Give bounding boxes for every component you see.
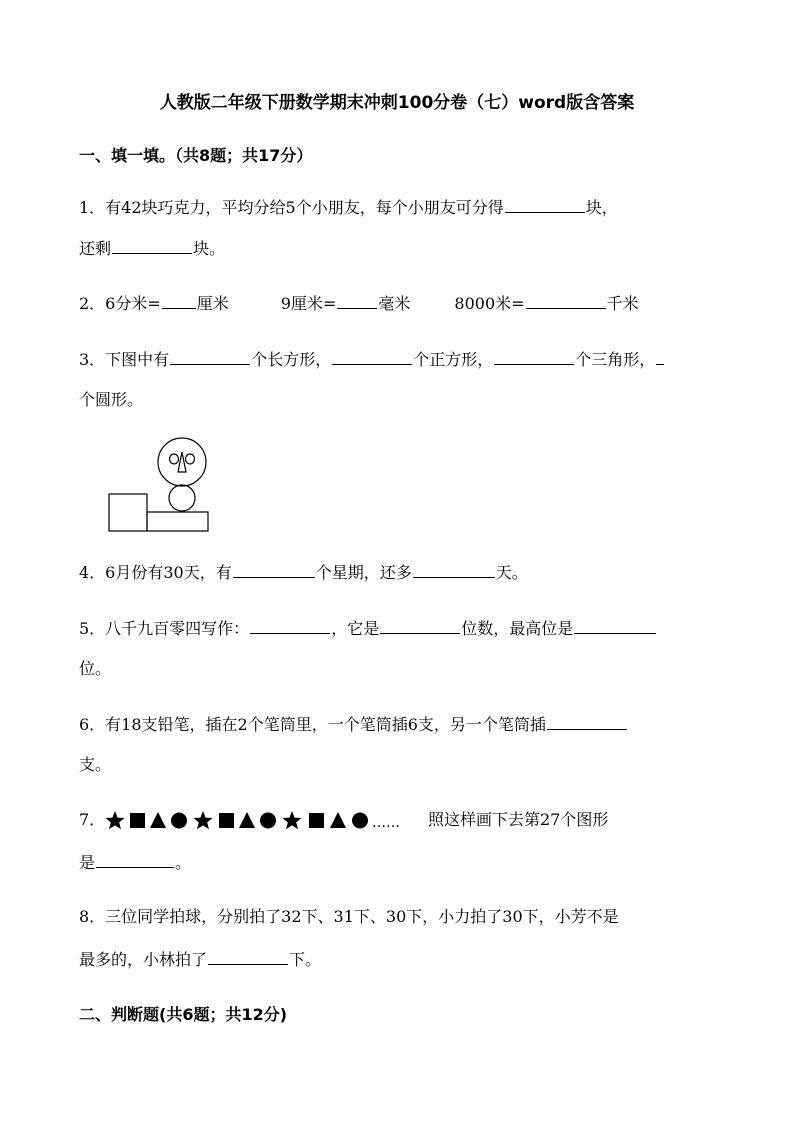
question-3-text: 3．下图中有 <box>79 350 170 369</box>
question-7-text: 。 <box>175 853 192 872</box>
question-6-line-2 <box>79 754 111 776</box>
answer-blank[interactable] <box>574 617 656 634</box>
head-circle <box>158 438 206 486</box>
question-2-text: 厘米 <box>196 294 229 313</box>
shape-sequence <box>104 808 424 834</box>
triangle-icon <box>239 812 255 828</box>
answer-blank[interactable] <box>494 348 574 365</box>
question-5-line-1 <box>79 617 657 640</box>
question-3-text: 个圆形。 <box>79 390 144 409</box>
question-2-text: 9厘米= <box>280 294 337 313</box>
answer-blank[interactable] <box>656 348 664 365</box>
star-icon <box>282 811 301 829</box>
answer-blank[interactable] <box>96 851 174 868</box>
question-4-text: 个星期，还多 <box>315 563 412 582</box>
answer-blank[interactable] <box>170 348 250 365</box>
question-1-line-1 <box>79 196 618 219</box>
section-heading-fill: 一、填一填。（共8题；共17分） <box>79 146 313 165</box>
circle-icon <box>260 813 276 829</box>
question-1-line-2 <box>79 237 225 260</box>
answer-blank[interactable] <box>337 292 377 309</box>
answer-blank[interactable] <box>526 292 606 309</box>
question-3-line-1 <box>79 348 665 371</box>
question-7-text-right <box>428 809 608 831</box>
question-3-text: 个长方形， <box>251 350 332 369</box>
section-heading-judge: 二、判断题(共6题；共12分) <box>79 1005 288 1024</box>
answer-blank[interactable] <box>250 617 330 634</box>
question-8-text: 8．三位同学拍球，分别拍了32下、31下、30下，小力拍了30下，小芳不是 <box>79 907 619 926</box>
answer-blank[interactable] <box>208 948 288 965</box>
question-8-line-1 <box>79 906 619 928</box>
body-circle <box>169 485 195 511</box>
star-icon <box>193 811 212 829</box>
nose-triangle <box>178 452 186 472</box>
question-5-text: ，它是 <box>331 619 380 638</box>
question-4-line <box>79 561 528 584</box>
question-4-text: 天。 <box>495 563 528 582</box>
square-icon <box>219 813 234 828</box>
answer-blank[interactable] <box>413 561 495 578</box>
question-1-text: 块， <box>585 198 618 217</box>
question-3-text: 个三角形， <box>575 350 656 369</box>
answer-blank[interactable] <box>112 237 192 254</box>
square-icon <box>130 813 145 828</box>
triangle-icon <box>150 812 166 828</box>
question-6-line-1 <box>79 713 628 736</box>
question-2-line <box>79 292 639 315</box>
question-6-text: 支。 <box>79 755 112 774</box>
question-2-text: 8000米= <box>454 294 525 313</box>
question-1-text: 1．有42块巧克力，平均分给5个小朋友，每个小朋友可分得 <box>79 198 504 217</box>
shapes-figure <box>104 434 214 534</box>
question-4-text: 4．6月份有30天，有 <box>79 563 232 582</box>
question-8-text: 最多的，小林拍了 <box>79 950 208 969</box>
circle-icon <box>171 813 187 829</box>
sequence-ellipsis: …… <box>372 815 400 831</box>
question-8-line-2 <box>79 948 321 971</box>
document-title: 人教版二年级下册数学期末冲刺100分卷（七）word版含答案 <box>159 93 635 113</box>
answer-blank[interactable] <box>547 713 627 730</box>
right-eye-circle <box>186 454 195 464</box>
question-5-line-2 <box>79 658 111 680</box>
question-2-text: 2．6分米= <box>79 294 161 313</box>
question-7-line-1 <box>79 809 105 831</box>
question-1-text: 还剩 <box>79 239 112 258</box>
answer-blank[interactable] <box>162 292 196 309</box>
question-3-line-2 <box>79 389 143 411</box>
answer-blank[interactable] <box>332 348 412 365</box>
question-7-number: 7． <box>79 810 106 829</box>
question-3-text: 个正方形， <box>413 350 494 369</box>
question-1-text: 块。 <box>193 239 226 258</box>
question-7-line-2 <box>79 851 191 874</box>
star-icon <box>105 811 124 829</box>
answer-blank[interactable] <box>380 617 460 634</box>
question-8-text: 下。 <box>289 950 322 969</box>
question-7-text: 照这样画下去第27个图形 <box>428 810 609 829</box>
question-7-text: 是 <box>79 853 96 872</box>
answer-blank[interactable] <box>233 561 315 578</box>
question-5-text: 位。 <box>79 659 112 678</box>
question-2-text: 千米 <box>606 294 639 313</box>
answer-blank[interactable] <box>505 196 585 213</box>
question-2-text: 毫米 <box>378 294 411 313</box>
question-5-text: 位数，最高位是 <box>461 619 574 638</box>
triangle-icon <box>330 812 346 828</box>
question-5-text: 5．八千九百零四写作： <box>79 619 250 638</box>
square-icon <box>309 813 324 828</box>
question-6-text: 6．有18支铅笔，插在2个笔筒里，一个笔筒插6支，另一个笔筒插 <box>79 715 546 734</box>
rectangle-shape <box>147 512 208 531</box>
circle-icon <box>352 813 368 829</box>
left-eye-circle <box>170 454 179 464</box>
square-shape <box>109 494 147 531</box>
